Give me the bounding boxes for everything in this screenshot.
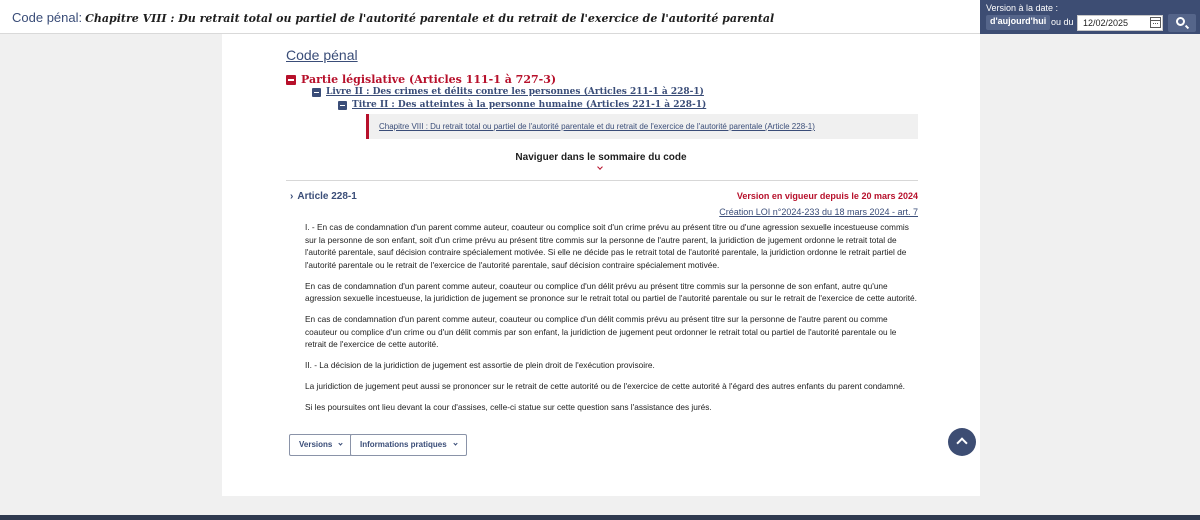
code-heading-link[interactable]: Code pénal — [286, 47, 358, 63]
search-button[interactable] — [1168, 14, 1196, 32]
practical-info-label: Informations pratiques — [360, 440, 447, 449]
chevron-down-icon — [453, 441, 457, 445]
collapse-icon[interactable] — [312, 88, 321, 97]
title-link[interactable]: Titre II : Des atteintes à la personne humaine (Articles 221-1 à 228-1) — [352, 100, 707, 110]
article-paragraph: I. - En cas de condamnation d'un parent comme auteur, coauteur ou complice soit d'un crime prévu au présent titre ou d'une agression sexuelle incestueuse commis sur la personne de son enfant, soit d'un crime prévu au présent titre commis sur la personne de l'autre parent, la juridiction de jugement ordonne le retrait total de l'autorité parentale, sauf décision contraire spécialement motivée. Si elle ne décide pas le retrait total de l'autorité parentale, la juridiction ordonne le retrait partiel de l'autorité parentale ou le retrait de l'exercice de l'autorité parentale, sauf décision contraire spécialement motivée. — [305, 222, 909, 270]
practical-info-button[interactable] — [350, 434, 467, 456]
chapter-title: Chapitre VIII : Du retrait total ou partiel de l'autorité parentale et du retrait de l'exercice de l'autorité parental — [85, 12, 775, 25]
article-paragraph: La juridiction de jugement peut aussi se prononcer sur le retrait de cette autorité ou de l'exercice de cette autorité à l'égard des autres enfants du parent condamné. — [305, 381, 905, 391]
search-icon — [1176, 17, 1185, 26]
book-link[interactable]: Livre II : Des crimes et délits contre les personnes (Articles 211-1 à 228-1) — [326, 87, 704, 97]
version-label: Version à la date : — [986, 3, 1059, 13]
article-paragraph: II. - La décision de la juridiction de jugement est assortie de plein droit de l'exécution provisoire. — [305, 360, 655, 370]
creation-link[interactable]: Création LOI n°2024-233 du 18 mars 2024 - art. 7 — [719, 207, 918, 217]
chapter-link[interactable]: Chapitre VIII : Du retrait total ou partiel de l'autorité parentale et du retrait de l'exercice de l'autorité parentale (Article 228-1) — [379, 122, 815, 131]
version-panel — [980, 0, 1200, 34]
versions-label: Versions — [299, 440, 333, 449]
versions-button[interactable] — [289, 434, 352, 456]
tree-part-row[interactable] — [286, 73, 556, 86]
content-card — [222, 34, 980, 496]
article-body — [305, 221, 917, 422]
article-paragraph: En cas de condamnation d'un parent comme auteur, coauteur ou complice d'un délit prévu au présent titre commis sur la personne de son enfant, autre qu'une agression sexuelle incestueuse, la juridiction de jugement se prononce sur le retrait total ou partiel de l'autorité parentale ou sur le retrait de l'exercice de cette autorité. — [305, 280, 917, 303]
current-chapter-box — [366, 114, 918, 139]
or-label: ou du — [1051, 17, 1074, 27]
scroll-to-top-button[interactable] — [948, 428, 976, 456]
tree-title-row[interactable] — [338, 100, 706, 110]
page-title — [12, 9, 774, 27]
version-status: Version en vigueur depuis le 20 mars 2024 — [736, 191, 918, 201]
today-button[interactable]: d'aujourd'hui — [986, 15, 1050, 30]
navigate-summary-toggle[interactable]: Naviguer dans le sommaire du code — [515, 152, 687, 163]
chevron-down-icon — [339, 441, 343, 445]
article-paragraph: En cas de condamnation d'un parent comme auteur, coauteur ou complice d'un délit commis prévu au présent titre sur la personne de l'autre parent ou comme coauteur ou complice d'un crime ou d'un délit commis par son enfant, la juridiction de jugement peut ordonner le retrait total ou partiel de l'autorité parentale ou le retrait de l'exercice de cette autorité. — [305, 314, 897, 349]
part-link[interactable]: Partie législative (Articles 111-1 à 727-3) — [301, 73, 557, 86]
chevron-right-icon: › — [290, 191, 294, 202]
bottom-bar — [0, 515, 1200, 520]
tree-book-row[interactable] — [312, 87, 704, 97]
article-title[interactable] — [290, 191, 357, 202]
code-name: Code pénal: — [12, 10, 83, 25]
divider — [286, 180, 918, 181]
collapse-icon[interactable] — [286, 75, 296, 85]
chevron-down-icon[interactable] — [597, 164, 603, 170]
article-paragraph: Si les poursuites ont lieu devant la cour d'assises, celle-ci statue sur cette question sans l'assistance des jurés. — [305, 402, 712, 412]
article-number: Article 228-1 — [297, 191, 357, 202]
collapse-icon[interactable] — [338, 101, 347, 110]
calendar-icon[interactable] — [1150, 17, 1161, 28]
